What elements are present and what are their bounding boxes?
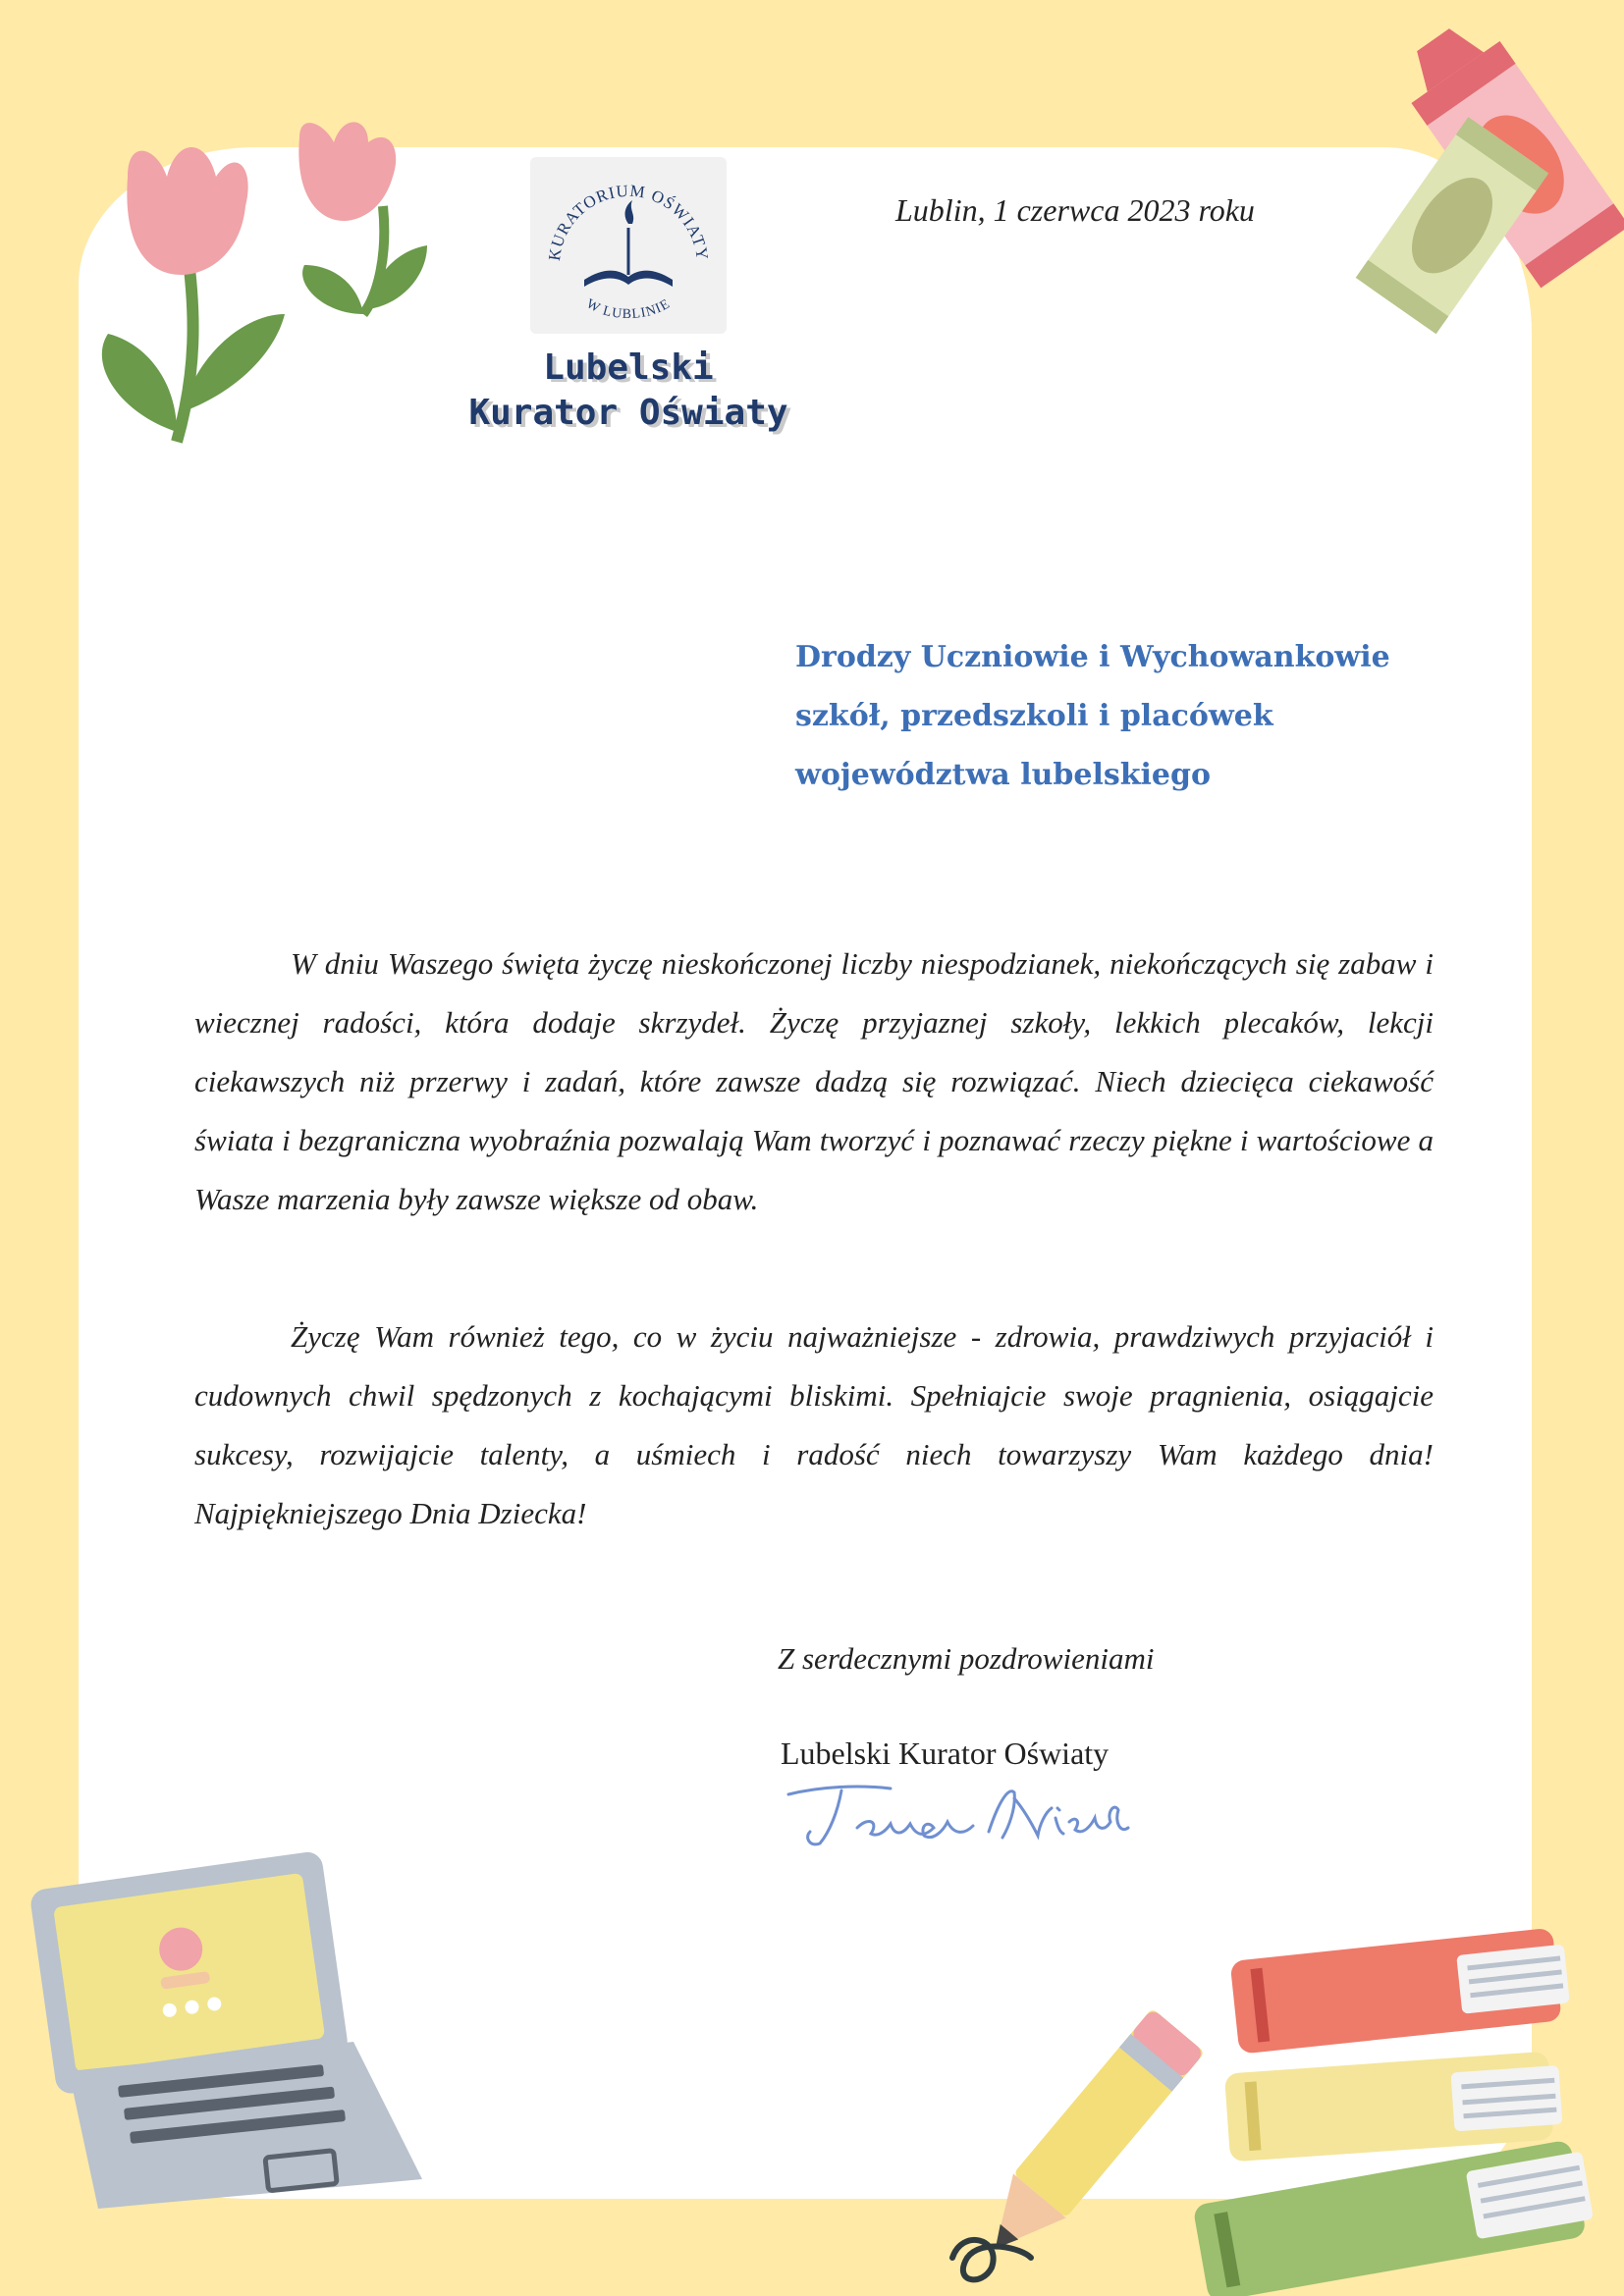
letter-date: Lublin, 1 czerwca 2023 roku <box>895 192 1255 228</box>
closing-greeting: Z serdecznymi pozdrowieniami <box>778 1641 1155 1676</box>
addressee-line3: województwa lubelskiego <box>795 758 1212 792</box>
handwritten-signature <box>781 1773 1134 1851</box>
logo-ring-text: KURATORIUM OŚWIATY <box>544 181 713 262</box>
addressee-line2: szkół, przedszkoli i placówek <box>795 699 1273 733</box>
office-name <box>442 346 815 436</box>
body-paragraph-2 <box>194 1308 1434 1543</box>
crayons-illustration <box>1257 0 1624 373</box>
svg-text:W LUBLINIE <box>583 296 673 322</box>
signer-title: Lubelski Kurator Oświaty <box>781 1735 1110 1771</box>
logo <box>530 157 727 334</box>
body-paragraph-1-text: W dniu Waszego święta życzę nieskończonej liczby niespodzianek, niekończących się zabaw i wiecznej radości, która dodaje skrzydeł. Życzę przyjaznej szkoły, lekkich plecaków, lekcji ciekawszych niż przerwy i zadań, które zawsze dadzą się rozwiązać. Niech dziecięca ciekawość świata i bezgraniczna wyobraźnia pozwalają Wam tworzyć i poznawać rzeczy piękne i wartościowe a Wasze marzenia były zawsze większe od obaw. <box>194 946 1434 1216</box>
addressee-block <box>795 628 1424 805</box>
books-illustration <box>1178 1924 1624 2296</box>
open-book-icon <box>584 200 673 287</box>
body-paragraph-1 <box>194 934 1434 1229</box>
logo-bottom-text: W LUBLINIE <box>583 296 674 323</box>
office-name-line1: Lubelski <box>543 347 714 388</box>
body-paragraph-2-text: Życzę Wam również tego, co w życiu najważniejsze - zdrowia, prawdziwych przyjaciół i cudownych chwil spędzonych z kochającymi bliskimi. Spełniajcie swoje pragnienia, osiągajcie sukcesy, rozwijajcie talenty, a uśmiech i radość niech towarzyszy Wam każdego dnia! Najpiękniejszego Dnia Dziecka! <box>194 1319 1434 1530</box>
addressee-line1: Drodzy Uczniowie i Wychowankowie <box>795 640 1390 674</box>
tulip-flowers-illustration <box>49 118 442 471</box>
office-name-line2: Kurator Oświaty <box>468 393 788 433</box>
laptop-illustration <box>29 1845 442 2218</box>
